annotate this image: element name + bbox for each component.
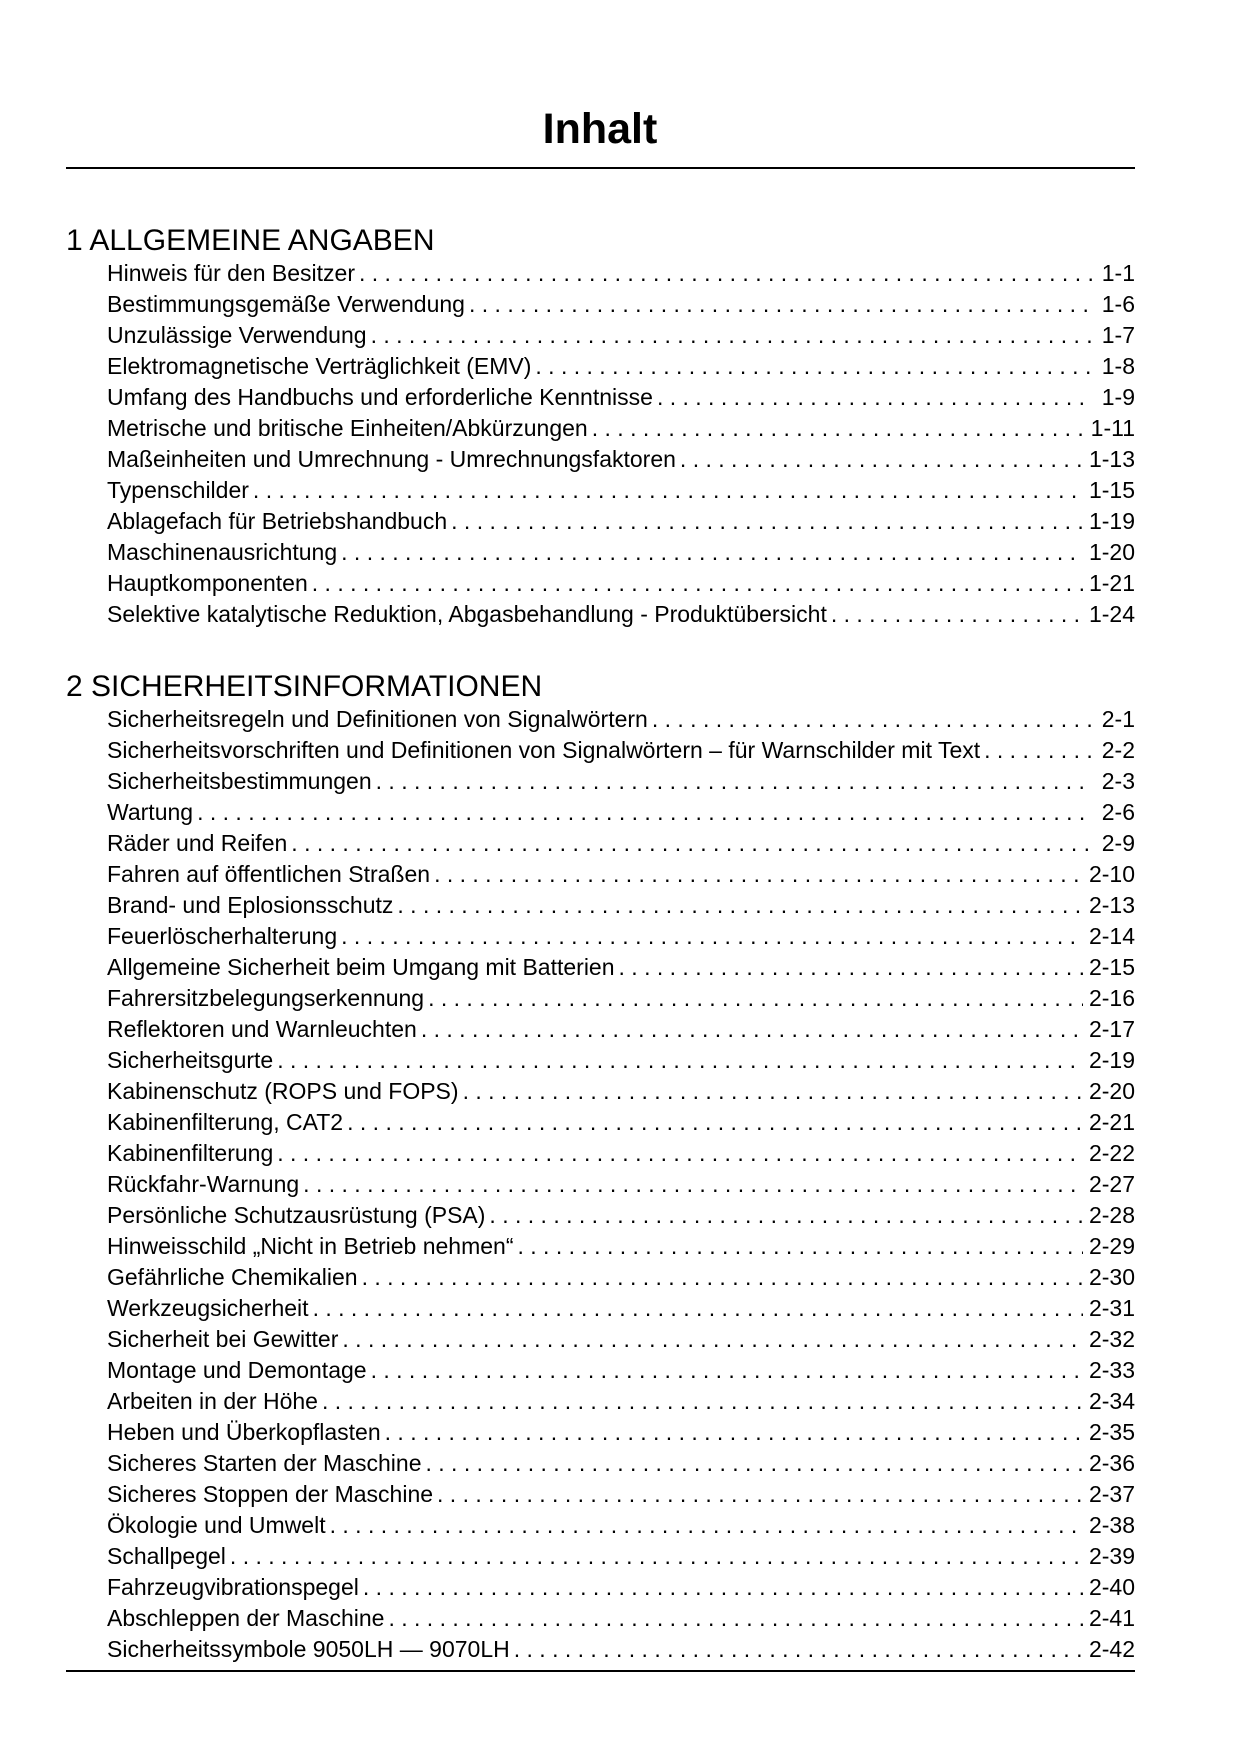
dot-leader [388,1603,1083,1634]
toc-entry-page: 2-22 [1088,1140,1135,1166]
dot-leader [313,1293,1083,1324]
toc-section-1 [66,224,1135,630]
dot-leader [518,1231,1083,1262]
dot-leader [277,1138,1083,1169]
toc-entry-page: 2-36 [1088,1450,1135,1476]
toc-entry-page: 1-20 [1088,539,1135,565]
toc-entry[interactable] [107,351,1135,382]
toc-entry-page: 2-41 [1088,1605,1135,1631]
toc-entry-label: Bestimmungsgemäße Verwendung [107,291,465,317]
dot-leader [437,1479,1083,1510]
toc-entry-page: 1-15 [1088,477,1135,503]
toc-entry-label: Reflektoren und Warnleuchten [107,1016,417,1042]
toc-entry[interactable] [107,1448,1135,1479]
dot-leader [428,983,1083,1014]
toc-entry-label: Sicherheitsbestimmungen [107,768,372,794]
toc-entry-label: Gefährliche Chemikalien [107,1264,358,1290]
dot-leader [253,475,1083,506]
toc-entry-page: 1-6 [1101,291,1135,317]
toc-entry[interactable] [107,1293,1135,1324]
toc-entry-label: Fahrzeugvibrationspegel [107,1574,359,1600]
toc-entry-page: 1-13 [1088,446,1135,472]
toc-entry-page: 2-30 [1088,1264,1135,1290]
dot-leader [376,766,1093,797]
dot-leader [434,859,1083,890]
toc-entry-page: 2-21 [1088,1109,1135,1135]
dot-leader [657,382,1093,413]
toc-entry[interactable] [107,382,1135,413]
toc-entry[interactable] [107,413,1135,444]
toc-entry[interactable] [107,258,1135,289]
toc-entry-label: Sicherheitsregeln und Definitionen von Signalwörtern [107,706,648,732]
toc-entry-label: Fahren auf öffentlichen Straßen [107,861,431,887]
dot-leader [619,952,1083,983]
toc-entry[interactable] [107,1231,1135,1262]
toc-entry-page: 2-16 [1088,985,1135,1011]
toc-entry[interactable] [107,1603,1135,1634]
toc-entry-page: 2-34 [1088,1388,1135,1414]
toc-entry-label: Arbeiten in der Höhe [107,1388,318,1414]
toc-entry-label: Fahrersitzbelegungserkennung [107,985,425,1011]
toc-entry[interactable] [107,859,1135,890]
toc-entry[interactable] [107,1014,1135,1045]
toc-entry-label: Räder und Reifen [107,830,288,856]
dot-leader [385,1417,1083,1448]
toc-entry-label: Kabinenfilterung, CAT2 [107,1109,344,1135]
toc-entry-page: 2-2 [1101,737,1135,763]
dot-leader [363,1572,1083,1603]
toc-entry-label: Kabinenfilterung [107,1140,274,1166]
toc-entry[interactable] [107,475,1135,506]
toc-entry[interactable] [107,1572,1135,1603]
toc-entry-page: 1-19 [1088,508,1135,534]
dot-leader [680,444,1083,475]
toc-entry[interactable] [107,1479,1135,1510]
toc-entry-label: Hauptkomponenten [107,570,308,596]
toc-entry[interactable] [107,1138,1135,1169]
toc-entry-page: 2-1 [1101,706,1135,732]
toc-entry-label: Metrische und britische Einheiten/Abkürzungen [107,415,588,441]
toc-entry-label: Sicheres Stoppen der Maschine [107,1481,434,1507]
toc-entry-page: 2-19 [1088,1047,1135,1073]
toc-entry-label: Montage und Demontage [107,1357,367,1383]
toc-entry-page: 2-40 [1088,1574,1135,1600]
toc-entry[interactable] [107,766,1135,797]
toc-entry[interactable] [107,1510,1135,1541]
toc-entry[interactable] [107,890,1135,921]
page-title: Inhalt [542,105,658,153]
section-heading[interactable]: 1 ALLGEMEINE ANGABEN [66,224,435,257]
dot-leader [322,1386,1083,1417]
section-heading[interactable]: 2 SICHERHEITSINFORMATIONEN [66,670,543,703]
toc-entry-page: 2-27 [1088,1171,1135,1197]
toc-entry-label: Unzulässige Verwendung [107,322,367,348]
toc-entry-page: 2-39 [1088,1543,1135,1569]
toc-entry-page: 2-35 [1088,1419,1135,1445]
toc-entry-page: 1-9 [1101,384,1135,410]
toc-entry-label: Brand- und Eplosionsschutz [107,892,394,918]
toc-entry-page: 1-11 [1090,415,1135,441]
toc-entry-label: Abschleppen der Maschine [107,1605,385,1631]
toc-entry-label: Umfang des Handbuchs und erforderliche Kenntnisse [107,384,653,410]
toc-entry[interactable] [107,1634,1135,1665]
toc-entry-page: 2-14 [1088,923,1135,949]
toc-entry[interactable] [107,921,1135,952]
toc-entry[interactable] [107,444,1135,475]
dot-leader [341,537,1083,568]
toc-entry[interactable] [107,537,1135,568]
toc-entry-label: Selektive katalytische Reduktion, Abgasbehandlung - Produktübersicht [107,601,827,627]
toc-entry[interactable] [107,704,1135,735]
toc-entry[interactable] [107,983,1135,1014]
toc-entry-label: Maschinenausrichtung [107,539,338,565]
dot-leader [371,320,1093,351]
toc-entry-label: Sicheres Starten der Maschine [107,1450,422,1476]
toc-entry-page: 2-15 [1088,954,1135,980]
toc-entry[interactable] [107,320,1135,351]
toc-entry-list [66,258,1135,630]
dot-leader [362,1262,1083,1293]
toc-entry-label: Sicherheit bei Gewitter [107,1326,339,1352]
toc-entry-label: Feuerlöscherhalterung [107,923,338,949]
toc-entry-label: Allgemeine Sicherheit beim Umgang mit Batterien [107,954,615,980]
toc-entry-label: Persönliche Schutzausrüstung (PSA) [107,1202,486,1228]
toc-entry[interactable] [107,1541,1135,1572]
toc-entry-page: 2-6 [1101,799,1135,825]
toc-entry[interactable] [107,1076,1135,1107]
dot-leader [359,258,1093,289]
dot-leader [342,1324,1083,1355]
toc-entry[interactable] [107,1107,1135,1138]
toc-entry-label: Schallpegel [107,1543,226,1569]
toc-entry[interactable] [107,828,1135,859]
dot-leader [535,351,1093,382]
dot-leader [831,599,1083,630]
toc-entry-label: Ablagefach für Betriebshandbuch [107,508,448,534]
toc-entry-label: Maßeinheiten und Umrechnung - Umrechnungsfaktoren [107,446,676,472]
dot-leader [426,1448,1083,1479]
toc-entry[interactable] [107,1324,1135,1355]
toc-entry-page: 2-3 [1101,768,1135,794]
footer-divider [66,1670,1135,1672]
dot-leader [451,506,1083,537]
toc-entry-page: 2-42 [1088,1636,1135,1662]
toc-entry[interactable] [107,506,1135,537]
toc-entry-label: Sicherheitsgurte [107,1047,274,1073]
toc-entry-list [66,704,1135,1665]
toc-entry-label: Sicherheitssymbole 9050LH — 9070LH [107,1636,510,1662]
toc-entry-page: 2-28 [1088,1202,1135,1228]
toc-entry-page: 1-7 [1101,322,1135,348]
toc-entry[interactable] [107,735,1135,766]
toc-entry[interactable] [107,1386,1135,1417]
toc-entry-page: 1-8 [1101,353,1135,379]
dot-leader [330,1510,1083,1541]
toc-entry-label: Sicherheitsvorschriften und Definitionen von Signalwörtern – für Warnschilder mit Text [107,737,981,763]
dot-leader [277,1045,1083,1076]
toc-entry[interactable] [107,568,1135,599]
dot-leader [463,1076,1083,1107]
toc-entry-page: 2-13 [1088,892,1135,918]
dot-leader [514,1634,1083,1665]
dot-leader [291,828,1093,859]
toc-entry[interactable] [107,599,1135,630]
dot-leader [397,890,1083,921]
toc-entry-label: Wartung [107,799,194,825]
dot-leader [230,1541,1083,1572]
toc-entry-page: 1-21 [1088,570,1135,596]
toc-entry[interactable] [107,1169,1135,1200]
toc-entry-page: 1-24 [1088,601,1135,627]
dot-leader [303,1169,1083,1200]
toc-entry-page: 2-38 [1088,1512,1135,1538]
toc-entry[interactable] [107,1045,1135,1076]
toc-entry-label: Typenschilder [107,477,249,503]
toc-entry[interactable] [107,1262,1135,1293]
toc-entry-page: 2-37 [1088,1481,1135,1507]
toc-entry-page: 2-10 [1088,861,1135,887]
toc-entry-page: 2-9 [1101,830,1135,856]
toc-entry[interactable] [107,1417,1135,1448]
toc-entry-page: 2-29 [1088,1233,1135,1259]
dot-leader [469,289,1093,320]
toc-entry-label: Werkzeugsicherheit [107,1295,309,1321]
dot-leader [421,1014,1083,1045]
dot-leader [371,1355,1083,1386]
toc-entry[interactable] [107,289,1135,320]
toc-entry-page: 2-33 [1088,1357,1135,1383]
toc-entry-page: 2-20 [1088,1078,1135,1104]
toc-entry[interactable] [107,797,1135,828]
toc-entry-page: 2-17 [1088,1016,1135,1042]
toc-entry-page: 1-1 [1101,260,1135,286]
dot-leader [489,1200,1083,1231]
dot-leader [984,735,1093,766]
dot-leader [652,704,1093,735]
toc-entry-label: Kabinenschutz (ROPS und FOPS) [107,1078,459,1104]
toc-entry-page: 2-32 [1088,1326,1135,1352]
toc-entry[interactable] [107,1355,1135,1386]
dot-leader [341,921,1083,952]
dot-leader [592,413,1085,444]
toc-section-2 [66,670,1135,1665]
toc-entry-label: Ökologie und Umwelt [107,1512,326,1538]
toc-entry-label: Elektromagnetische Verträglichkeit (EMV) [107,353,532,379]
title-divider [66,167,1135,169]
dot-leader [347,1107,1083,1138]
toc-entry[interactable] [107,1200,1135,1231]
toc-entry-label: Hinweis für den Besitzer [107,260,355,286]
toc-entry-label: Heben und Überkopflasten [107,1419,381,1445]
toc-entry-label: Rückfahr-Warnung [107,1171,300,1197]
dot-leader [197,797,1093,828]
dot-leader [312,568,1083,599]
toc-entry-page: 2-31 [1088,1295,1135,1321]
toc-entry-label: Hinweisschild „Nicht in Betrieb nehmen“ [107,1233,514,1259]
toc-entry[interactable] [107,952,1135,983]
